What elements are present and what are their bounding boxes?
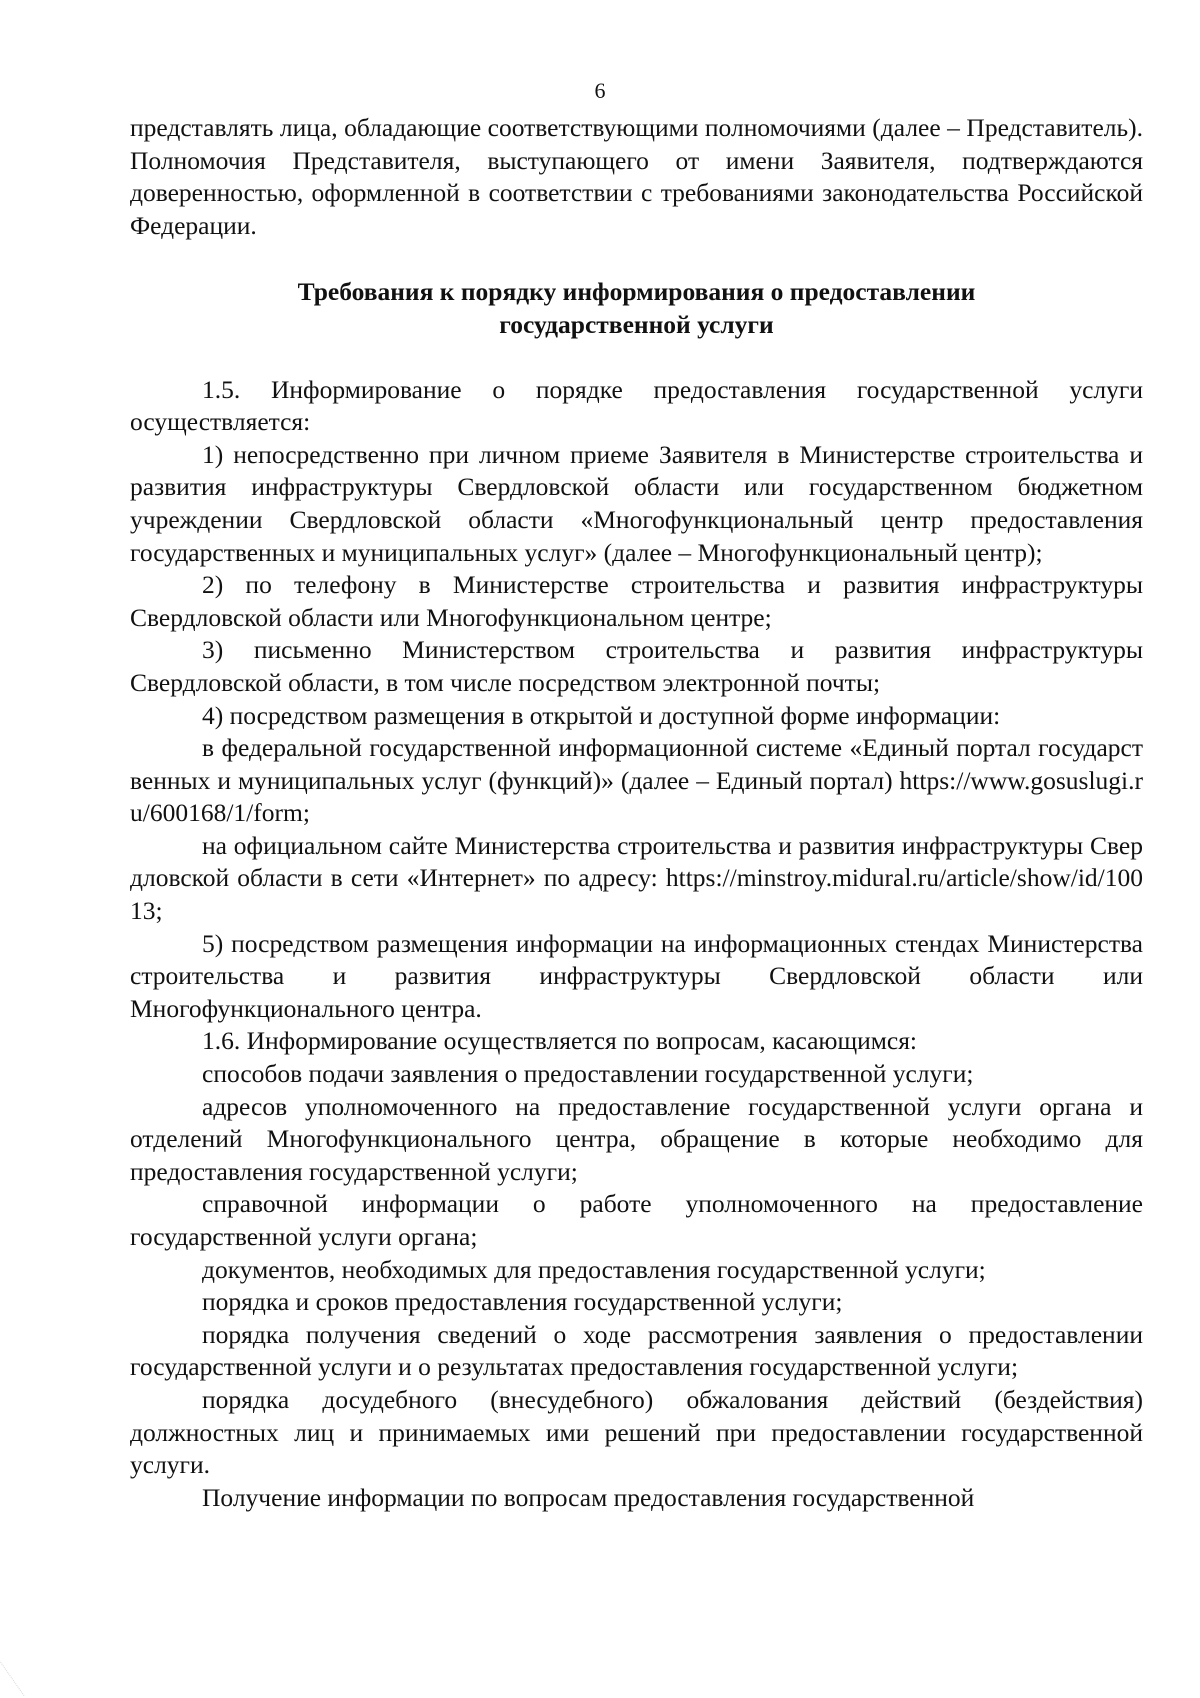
list-item-2: 2) по телефону в Министерстве строительства и развития инфраструктуры Свердловской области или Многофункциональном центре; [130,570,1143,632]
closing-paragraph: Получение информации по вопросам предоставления государственной [202,1482,975,1512]
topic-item: порядка и сроков предоставления государственной услуги; [202,1287,843,1317]
topic-item: справочной информации о работе уполномоченного на предоставление государственной услуги органа; [130,1189,1143,1251]
list-item-5: 5) посредством размещения информации на информационных стендах Министерства строительства и развития инфраструктуры Свердловской области или Многофункционального центра. [130,928,1143,1023]
paragraph-1-6: 1.6. Информирование осуществляется по вопросам, касающимся: [202,1026,918,1056]
page-number: 6 [594,78,606,103]
section-heading-line-2: государственной услуги [499,309,774,339]
topic-item: порядка получения сведений о ходе рассмотрения заявления о предоставлении государственной услуги и о результатах предоставления государственной услуги; [130,1319,1143,1382]
list-item-4-portal: в федеральной государственной информационной системе «Единый портал государственных и муниципальных услуг (функций)» (далее – Единый портал) https://www.gosuslugi.ru/600168/1/form; [130,733,1143,828]
section-heading [130,276,1143,341]
paragraph-1-5: 1.5. Информирование о порядке предоставления государственной услуги осуществляется: [130,374,1143,437]
list-item-4: 4) посредством размещения в открытой и доступной форме информации: [202,700,1001,730]
topic-item: адресов уполномоченного на предоставление государственной услуги органа и отделений Многофункционального центра, обращение в которые необходимо для предоставления государственной услуги; [130,1091,1143,1186]
list-item-4-website: на официальном сайте Министерства строительства и развития инфраструктуры Свердловской области в сети «Интернет» по адресу: https://minstroy.midural.ru/article/show/id/10013; [130,830,1143,926]
topic-item: документов, необходимых для предоставления государственной услуги; [202,1254,986,1284]
intro-paragraph: представлять лица, обладающие соответствующими полномочиями (далее – Представитель). Полномочия Представителя, выступающего от имени Заявителя, подтверждаются доверенностью, оформленной в соответствии с требованиями законодательства Российской Федерации. [130,113,1143,240]
list-item-3: 3) письменно Министерством строительства и развития инфраструктуры Свердловской области, в том числе посредством электронной почты; [130,635,1143,697]
list-item-1: 1) непосредственно при личном приеме Заявителя в Министерстве строительства и развития инфраструктуры Свердловской области или государственном бюджетном учреждении Свердловской области «Многофункциональный центр предоставления государственных и муниципальных услуг» (далее – Многофункциональный центр); [130,439,1143,567]
scan-artifact [0,1632,59,1696]
topic-item: порядка досудебного (внесудебного) обжалования действий (бездействия) должностных лиц и принимаемых ими решений при предоставлении государственной услуги. [130,1384,1143,1480]
document-body [130,112,1143,1514]
topic-item: способов подачи заявления о предоставлении государственной услуги; [202,1059,974,1089]
section-heading-line-1: Требования к порядку информирования о предоставлении [297,277,976,307]
